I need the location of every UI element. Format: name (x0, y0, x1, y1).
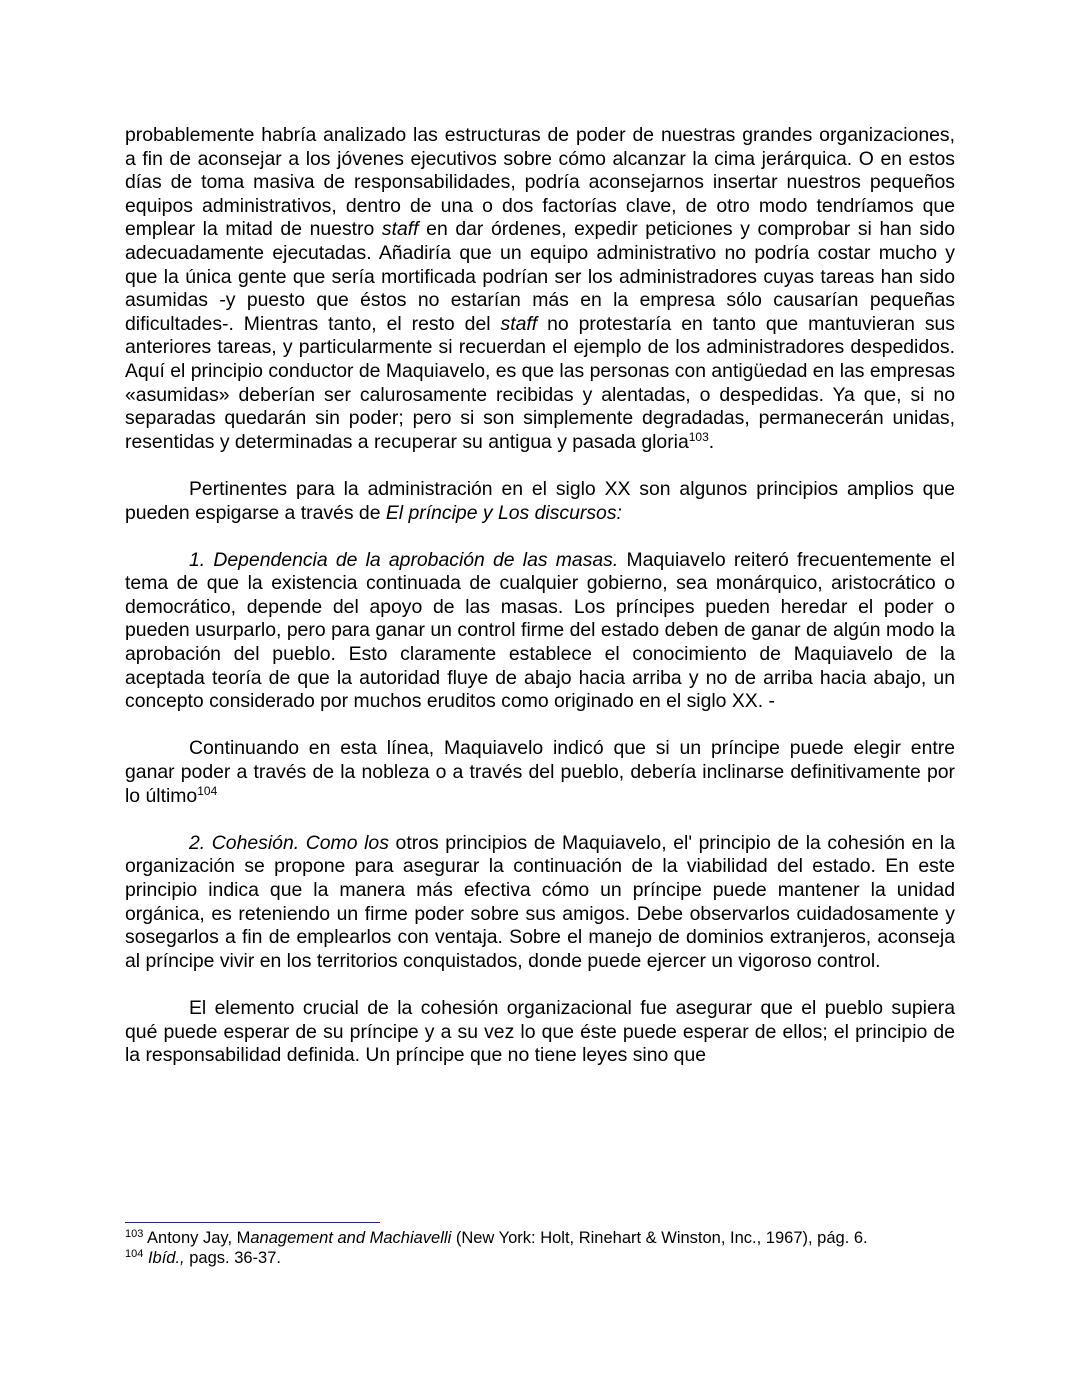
italic-term: staff (500, 312, 538, 335)
text-run: (New York: Holt, Rinehart & Winston, Inc., 1967), pág. 6. (451, 1229, 868, 1247)
text-run: no protestaría en tanto que mantuvieran sus anteriores tareas, y particularmente si recuerdan el ejemplo de los administradores despedidos. Aquí el principio conductor de Maquiavelo, es que las personas con antigüedad en las empresas «asumidas» deberían ser calurosamente recibidas y alentadas, o despedidas. Ya que, si no separadas quedarán sin poder; pero si son simplemente degradadas, permanecerán unidas, resentidas y determinadas a recuperar su antigua y pasada gloria (125, 312, 956, 453)
footnote-number: 103 (125, 1228, 144, 1240)
paragraph-pertinentes (125, 478, 955, 525)
footnote-number: 104 (125, 1248, 144, 1260)
paragraph-continuation (125, 124, 955, 454)
text-run: otros principios de Maquiavelo, el' principio de la cohesión en la organización se propone para asegurar la continuación de la viabilidad del estado. En este principio indica que la manera más efectiva cómo un príncipe puede mantener la unidad orgánica, es reteniendo un firme poder sobre sus amigos. Debe observarlos cuidadosamente y sosegarlos a fin de emplearlos con ventaja. Sobre el manejo de dominios extranjeros, aconseja al príncipe vivir en los territorios conquistados, donde puede ejercer un vigoroso control. (125, 831, 955, 972)
text-run: probablemente habría analizado las estructuras de poder de nuestras grandes organizaciones, a fin de aconsejar a los jóvenes ejecutivos sobre cómo alcanzar la cima jerárquica. O en estos días de toma masiva de responsabilidades, podría aconsejarnos insertar nuestros pequeños equipos administrativos, dentro de una o dos factorías clave, de otro modo tendríamos que emplear la mitad de nuestro (125, 124, 955, 241)
footnote-divider (125, 1222, 380, 1223)
paragraph-principle-2 (125, 832, 955, 974)
footnote-103 (125, 1228, 955, 1248)
footnotes (125, 1228, 955, 1268)
text-run: pags. 36-37. (184, 1249, 281, 1267)
paragraph-elemento-crucial (125, 997, 955, 1068)
text-run: Maquiavelo reiteró frecuentemente el tema de que la existencia continuada de cualquier gobierno, sea monárquico, aristocrático o democrático, depende del apoyo de las masas. Los príncipes pueden heredar el poder o pueden usurparlo, pero para ganar un control firme del estado deben de ganar de algún modo la aprobación del pueblo. Esto claramente establece el conocimiento de Maquiavelo de la aceptada teoría de que la autoridad fluye de abajo hacia arriba y no de arriba hacia abajo, un concepto considerado por muchos eruditos como originado en el siglo XX. - (125, 548, 955, 713)
text-run: Continuando en esta línea, Maquiavelo indicó que si un príncipe puede elegir entre ganar poder a través de la nobleza o a través del pueblo, debería inclinarse definitivamente por lo último (125, 737, 955, 807)
document-body (125, 124, 955, 1068)
text-run: Pertinentes para la administración en el siglo XX son algunos principios amplios que pueden espigarse a través de (125, 477, 955, 524)
paragraph-principle-1 (125, 549, 955, 714)
text-run: en dar órdenes, expedir peticiones y comprobar si han sido adecuadamente ejecutadas. Añadiría que un equipo administrativo no podría costar mucho y que la única gente que sería mortificada podrían ser los administradores cuyas tareas han sido asumidas -y puesto que éstos no estarían más en la empresa sólo causarían pequeñas dificultades-. Mientras tanto, el resto del (125, 218, 955, 335)
text-run: El elemento crucial de la cohesión organizacional fue asegurar que el pueblo supiera qué puede esperar de su príncipe y a su vez lo que éste puede esperar de ellos; el principio de la responsabilidad definida. Un príncipe que no tiene leyes sino que (125, 996, 955, 1067)
text-run: Antony Jay, M (143, 1229, 251, 1247)
principle-heading: 2. Cohesión. Como los (189, 831, 389, 854)
italic-title: El príncipe y Los discursos: (385, 501, 622, 524)
footnote-ref-103[interactable]: 103 (688, 429, 709, 444)
footnote-ref-104[interactable]: 104 (197, 783, 218, 798)
text-run: . (708, 430, 715, 453)
footnote-104 (125, 1248, 955, 1268)
italic-term: staff (381, 218, 419, 241)
italic-title: anagement and Machiavelli (250, 1229, 452, 1247)
italic-ibid: Ibíd., (147, 1249, 185, 1267)
paragraph-continuando (125, 737, 955, 808)
principle-heading: 1. Dependencia de la aprobación de las masas. (189, 548, 619, 571)
